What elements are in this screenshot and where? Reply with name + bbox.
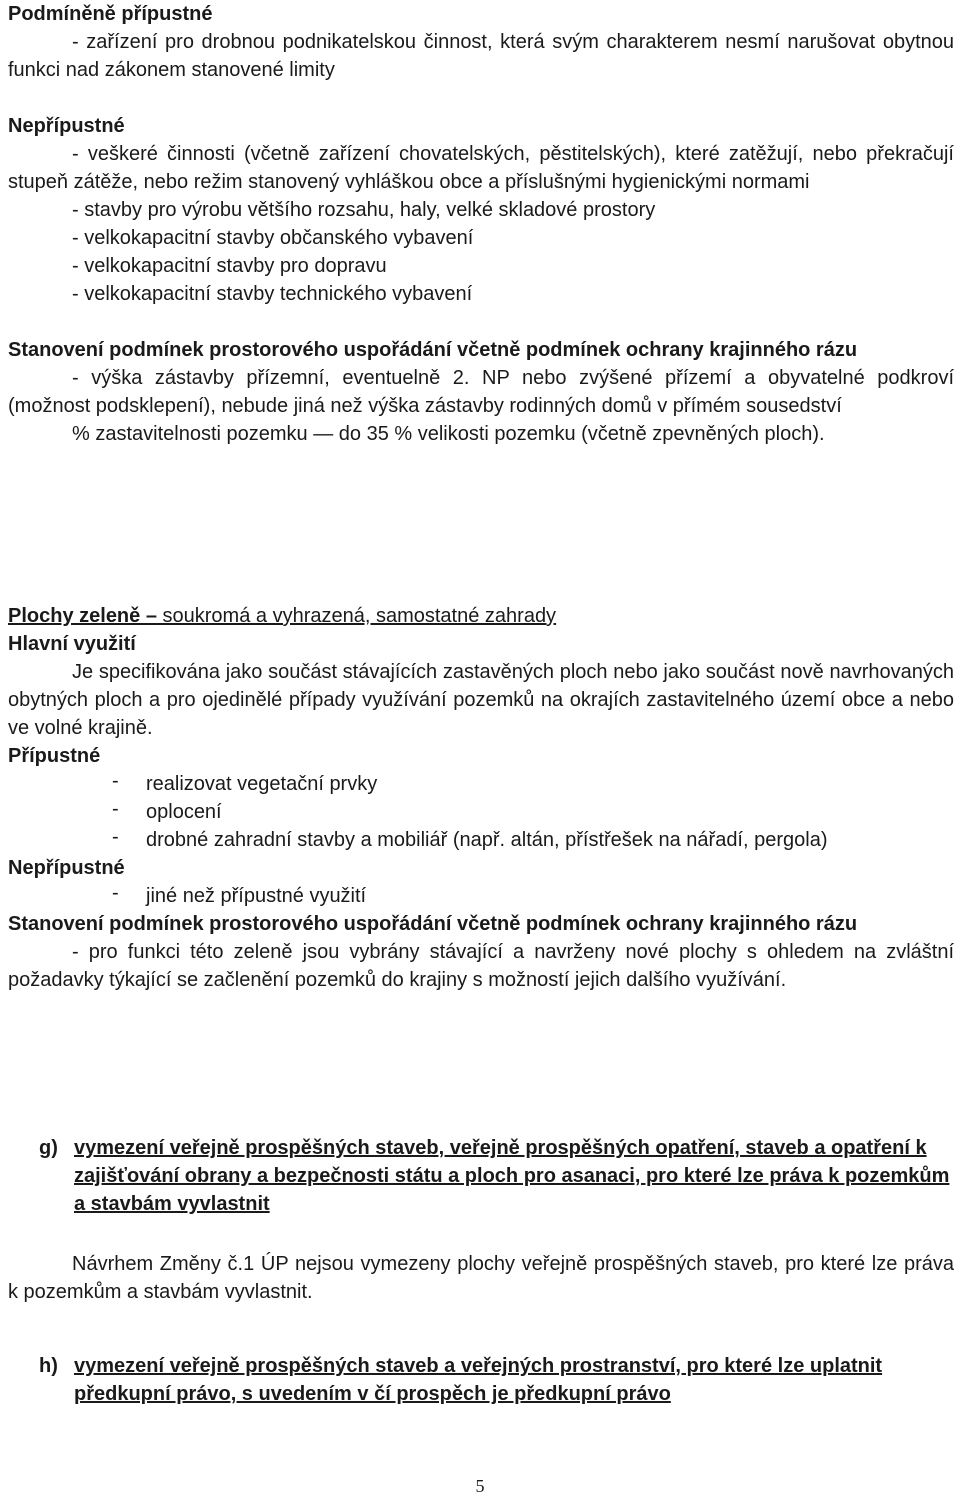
forbidden-item: - stavby pro výrobu většího rozsahu, haly, velké skladové prostory	[72, 199, 656, 221]
heading-conditionally-allowed: Podmíněně přípustné	[8, 3, 213, 25]
dash-marker: -	[112, 798, 119, 820]
green-areas-title-bold: Plochy zeleně –	[8, 605, 157, 627]
dash-marker: -	[112, 770, 119, 792]
section-h-label: h)	[39, 1355, 58, 1377]
allowed-item: - realizovat vegetační prvky	[8, 770, 954, 798]
dash-marker: -	[112, 882, 119, 904]
heading-main-use: Hlavní využití	[8, 633, 136, 655]
main-use-paragraph: Je specifikována jako součást stávajících zastavěných ploch nebo jako součást nově navrhovaných obytných ploch a pro ojedinělé případy využívání pozemků na okrajích zastavitelného území obce a nebo ve volné krajině.	[8, 661, 954, 739]
forbidden-item: - velkokapacitní stavby pro dopravu	[72, 255, 387, 277]
section-residential-conditions	[8, 0, 954, 448]
section-h-title: vymezení veřejně prospěšných staveb a veřejných prostranství, pro které lze uplatnit předkupní právo, s uvedením v čí prospěch je předkupní právo	[74, 1355, 883, 1405]
conditions-paragraph-green: - pro funkci této zeleně jsou vybrány stávající a navrženy nové plochy s ohledem na zvláštní požadavky týkající se začlenění pozemků do krajiny s možností jejich dalšího využívání.	[8, 941, 954, 991]
conditional-item: - zařízení pro drobnou podnikatelskou činnost, která svým charakterem nesmí narušovat obytnou funkci nad zákonem stanovené limity	[8, 31, 954, 81]
conditions-paragraph-coverage: % zastavitelnosti pozemku — do 35 % velikosti pozemku (včetně zpevněných ploch).	[72, 423, 825, 445]
allowed-item: - oplocení	[8, 798, 954, 826]
page-number: 5	[475, 1476, 485, 1496]
section-h-heading	[8, 1352, 954, 1408]
section-g-heading	[8, 1134, 954, 1218]
heading-forbidden-green: Nepřípustné	[8, 857, 125, 879]
heading-spatial-conditions-green: Stanovení podmínek prostorového uspořádání včetně podmínek ochrany krajinného rázu	[8, 913, 858, 935]
heading-spatial-conditions: Stanovení podmínek prostorového uspořádání včetně podmínek ochrany krajinného rázu	[8, 339, 858, 361]
forbidden-paragraph: - veškeré činnosti (včetně zařízení chovatelských, pěstitelských), které zatěžují, nebo překračují stupeň zátěže, nebo režim stanovený vyhláškou obce a příslušnými hygienickými normami	[8, 143, 954, 193]
conditions-paragraph-height: - výška zástavby přízemní, eventuelně 2. NP nebo zvýšené přízemí a obyvatelné podkroví (možnost podsklepení), nebude jiná než výška zástavby rodinných domů v přímém sousedství	[8, 367, 954, 417]
section-g-paragraph: Návrhem Změny č.1 ÚP nejsou vymezeny plochy veřejně prospěšných staveb, pro které lze práva k pozemkům a stavbám vyvlastnit.	[8, 1253, 954, 1303]
forbidden-item-green: - jiné než přípustné využití	[8, 882, 954, 910]
green-areas-title-rest: soukromá a vyhrazená, samostatné zahrady	[156, 605, 557, 627]
allowed-item: - drobné zahradní stavby a mobiliář (např. altán, přístřešek na nářadí, pergola)	[8, 826, 954, 854]
section-green-areas	[8, 602, 954, 994]
green-areas-title	[8, 602, 954, 630]
heading-allowed: Přípustné	[8, 745, 101, 767]
dash-marker: -	[112, 826, 119, 848]
heading-forbidden: Nepřípustné	[8, 115, 125, 137]
section-g	[8, 1134, 954, 1306]
section-g-label: g)	[39, 1137, 58, 1159]
section-g-title: vymezení veřejně prospěšných staveb, veřejně prospěšných opatření, staveb a opatření k zajišťování obrany a bezpečnosti státu a ploch pro asanaci, pro které lze práva k pozemkům a stavbám vyvlastnit	[74, 1137, 950, 1215]
forbidden-item: - velkokapacitní stavby občanského vybavení	[72, 227, 474, 249]
section-h	[8, 1352, 954, 1408]
forbidden-item: - velkokapacitní stavby technického vybavení	[72, 283, 473, 305]
